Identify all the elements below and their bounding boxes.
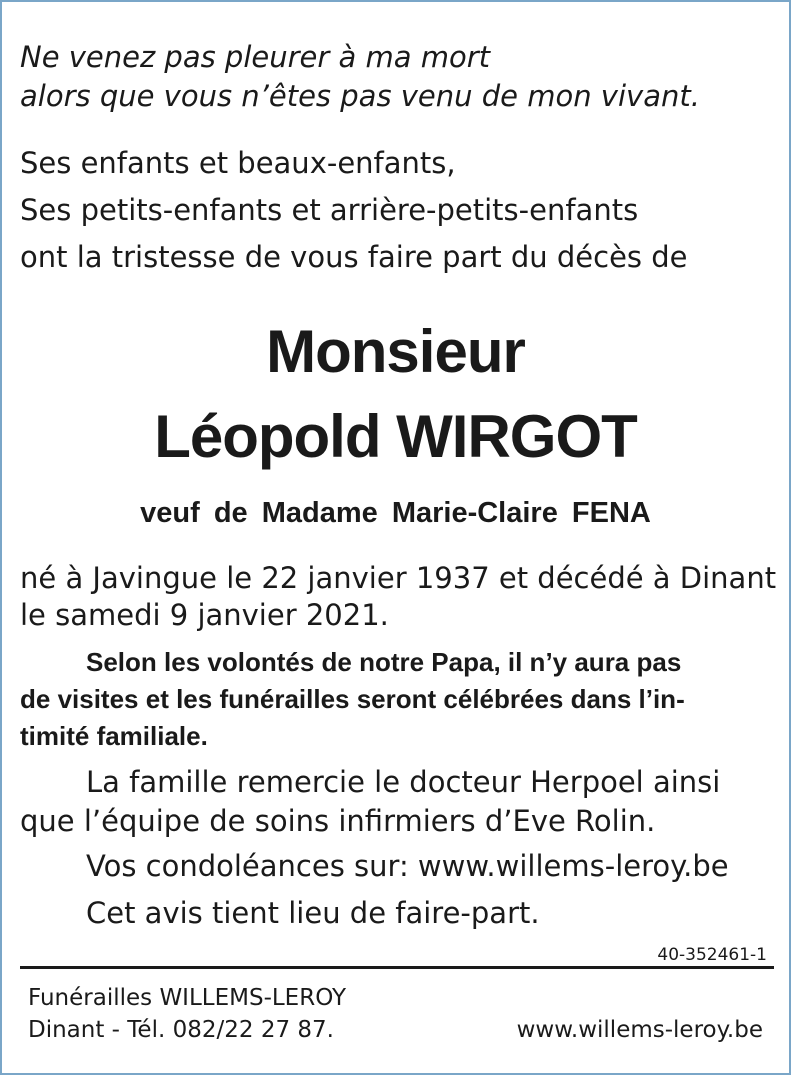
quote-line-1: Ne venez pas pleurer à ma mort [20, 40, 491, 74]
wishes-line-3: timité familiale. [20, 721, 208, 751]
intro-line-2: Ses petits-enfants et arrière-petits-enfants [20, 193, 639, 227]
funeral-home-name: Funérailles WILLEMS-LEROY [28, 985, 347, 1011]
wishes-line-2: de visites et les funérailles seront célébrées dans l’in- [20, 684, 685, 714]
reference-number: 40-352461-1 [657, 945, 767, 965]
widow-of-line: veuf de Madame Marie-Claire FENA [140, 497, 651, 529]
thanks-line-2: que l’équipe de soins infirmiers d’Eve Rolin. [20, 804, 656, 838]
intro-line-1: Ses enfants et beaux-enfants, [20, 146, 456, 180]
deceased-name: Léopold WIRGOT [154, 403, 637, 470]
footer-divider [20, 966, 774, 969]
notice-line: Cet avis tient lieu de faire-part. [86, 896, 540, 930]
birth-death-line-1: né à Javingue le 22 janvier 1937 et décédé à Dinant [20, 561, 777, 595]
intro-line-3: ont la tristesse de vous faire part du décès de [20, 240, 688, 274]
condolences-line: Vos condoléances sur: www.willems-leroy.be [86, 849, 729, 883]
funeral-home-website: www.willems-leroy.be [516, 1017, 763, 1043]
quote-line-2: alors que vous n’êtes pas venu de mon vivant. [20, 79, 700, 113]
wishes-line-1: Selon les volontés de notre Papa, il n’y aura pas [86, 647, 682, 677]
birth-death-line-2: le samedi 9 janvier 2021. [20, 598, 389, 632]
thanks-line-1: La famille remercie le docteur Herpoel ainsi [86, 765, 721, 799]
deceased-title: Monsieur [266, 318, 525, 385]
funeral-home-address-phone: Dinant - Tél. 082/22 27 87. [28, 1017, 334, 1043]
